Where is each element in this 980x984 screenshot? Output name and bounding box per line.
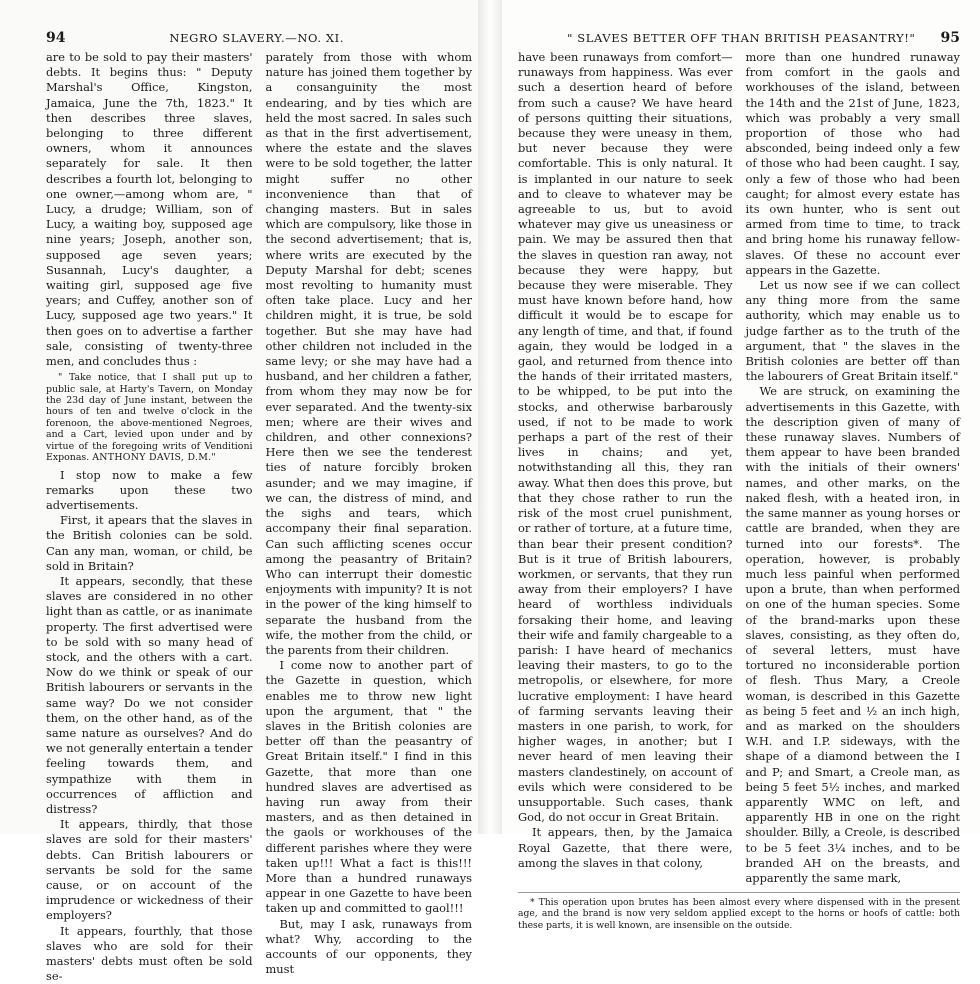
book-gutter [478,0,502,834]
left-column-2 [266,50,473,984]
right-running-head [518,30,960,46]
paragraph: are to be sold to pay their masters' debts. It begins thus: " Deputy Marshal's Office, Kingston, Jamaica, June the 7th, 1823." It then describes three slaves, belonging to three different owners, whom it announces separately for sale. It then describes a fourth lot, belonging to one owner,—among whom are, " Lucy, a drudge; William, son of Lucy, a waiting boy, supposed age nine years; Joseph, another son, supposed age seven years; Susannah, Lucy's daughter, a waiting girl, supposed age five years; and Cuffey, another son of Lucy, supposed age two years." It then goes on to advertise a farther sale, consisting of twenty-three men, and concludes thus : [46,50,253,369]
right-column-2 [746,50,961,886]
footnote: * This operation upon brutes has been almost every where dispensed with in the present age, and the brand is now very seldom applied except to the horns or hoofs of cattle: both these parts, it is well known, are insensible on the outside. [518,892,960,931]
right-column-1 [518,50,733,886]
paragraph: have been runaways from comfort—runaways from happiness. Was ever such a desertion heard of before from such a cause? We have heard of persons quitting their situations, because they were uneasy in them, but never because they were comfortable. This is only natural. It is implanted in our nature to seek and to cleave to whatever may be agreeable to us, but to avoid whatever may give us uneasiness or pain. We may be assured then that the slaves in question ran away, not because they were happy, but because they were miserable. They must have known before hand, how difficult it would be to escape for any length of time, and that, if found again, they would be lodged in a gaol, and returned from thence into the hands of their irritated masters, to be whipped, to be put into the stocks, and otherwise barbarously used, if not to be made to work perhaps a part of the rest of their lives in chains; and yet, notwithstanding all this, they ran away. What then does this prove, but that they chose rather to run the risk of the most cruel punishment, or rather of torture, at a future time, than bear their present condition? But is it true of British labourers, workmen, or servants, that they run away from their employers? I have heard of worthless individuals forsaking their home, and leaving their wife and family chargeable to a parish: I have heard of mechanics leaving their masters, to go to the metropolis, or elsewhere, for more lucrative employment: I have heard of farming servants leaving their masters in one parish, to work, for higher wages, in another; but I never heard of men leaving their masters clandestinely, on account of evils which were considered to be unsupportable. Such cases, thank God, do not occur in Great Britain. [518,50,733,825]
paragraph: more than one hundred runaway from comfort in the gaols and workhouses of the island, between the 14th and the 21st of June, 1823, which was probably a very small proportion of those who had absconded, being indeed only a few of those who had been caught. I say, only a few of those who had been caught; for almost every estate has its own hunter, who is sent out armed from time to time, to track and bring home his runaway fellow-slaves. Of these no account ever appears in the Gazette. [745,50,960,277]
page-number: 94 [46,30,66,46]
paragraph: It appears, secondly, that these slaves are considered in no other light than as cattle, or as inanimate property. The first advertised were to be sold with so many head of stock, and the others with a cart. Now do we think or speak of our British labourers or servants in the same way? Do we not consider them, on the other hand, as of the same nature as ourselves? And do we not generally entertain a tender feeling towards them, and sympathize with them in occurrences of affliction and distress? [46,573,253,816]
left-column-1 [46,50,253,984]
page-number: 95 [940,30,960,46]
paragraph: parately from those with whom nature has joined them together by a consanguinity the most endearing, and by ties which are held the most sacred. In sales such as that in the first advertisement, where the estate and the slaves were to be sold together, the latter might suffer no other inconvenience than that of changing masters. But in sales which are compulsory, like those in the second advertisement; that is, where writs are executed by the Deputy Marshal for debt; scenes most revolting to humanity must often take place. Lucy and her children might, it is true, be sold together. But she may have had other children not included in the same levy; or she may have had a husband, and her children a father, from whom they may now be for ever separated. And the twenty-six men; where are their wives and children, and other connexions? Here then we see the tenderest ties of nature forcibly broken asunder; and we may imagine, if we can, the distress of mind, and the sighs and tears, which accompany their final separation. Can such afflicting scenes occur among the peasantry of Britain? Who can interrupt their domestic enjoyments with impunity? It is not in the power of the king himself to separate the husband from the wife, the mother from the child, or the parents from their children. [265,50,472,657]
paragraph: I come now to another part of the Gazette in question, which enables me to throw new light upon the argument, that " the slaves in the British colonies are better off than the peasantry of Great Britain itself." I find in this Gazette, that more than one hundred slaves are advertised as having run away from their masters, and as then detained in the gaols or workhouses of the different parishes where they were taken up!!! What a fact is this!!! More than a hundred runaways appear in one Gazette to have been taken up and committed to gaol!!! [265,658,472,916]
right-page [502,0,980,931]
running-head-title: NEGRO SLAVERY.—NO. XI. [169,31,345,45]
paragraph: I stop now to make a few remarks upon these two advertisements. [46,467,253,512]
paragraph: But, may I ask, runaways from what? Why, according to the accounts of our opponents, they must [265,916,472,977]
paragraph: We are struck, on examining the advertisements in this Gazette, with the description given of many of these runaway slaves. Numbers of them appear to have been branded with the initials of their owners' names, and other marks, on the naked flesh, with a heated iron, in the same manner as young horses or cattle are branded, when they are turned into our forests*. The operation, however, is probably much less painful when performed upon a brute, than when performed on one of the human species. Some of the brand-marks upon these slaves, consisting, as they often do, of several letters, must have tortured no inconsiderable portion of flesh. Thus Mary, a Creole woman, is described in this Gazette as being 5 feet and ½ an inch high, and as marked on the shoulders W.H. and I.P. sideways, with the shape of a diamond between the I and P; and Smart, a Creole man, as being 5 feet 5½ inches, and marked apparently WMC on left, and apparently HB in one on the right shoulder. Billy, a Creole, is described to be 5 feet 3¼ inches, and to be branded AH on the breasts, and apparently the same mark, [745,384,960,885]
quote-signature: ANTHONY DAVIS, D.M." [92,452,217,464]
quote-text: " Take notice, that I shall put up to public sale, at Harty's Tavern, on Monday the 23d day of June instant, between the hours of ten and twelve o'clock in the forenoon, the above-mentioned Negroes, and a Cart, levied upon under and by virtue of the foregoing writs of Venditioni Exponas. [46,372,253,464]
left-page [0,0,478,984]
paragraph: Let us now see if we can collect any thing more from the same authority, which may enable us to judge farther as to the truth of the argument, that " the slaves in the British colonies are better off than the labourers of Great Britain itself." [745,278,960,384]
running-head-title: " SLAVES BETTER OFF THAN BRITISH PEASANTRY!" [567,31,916,45]
right-columns [518,50,960,886]
paragraph: It appears, fourthly, that those slaves who are sold for their masters' debts must often be sold se- [46,923,253,984]
paragraph: It appears, then, by the Jamaica Royal Gazette, that there were, among the slaves in that colony, [518,825,733,870]
paragraph: It appears, thirdly, that those slaves are sold for their masters' debts. Can British labourers or servants be sold for the same cause, or on account of the imprudence or wickedness of their employers? [46,817,253,923]
left-columns [46,50,472,984]
paragraph: First, it apears that the slaves in the British colonies can be sold. Can any man, woman, or child, be sold in Britain? [46,513,253,573]
left-running-head [46,30,472,46]
block-quote [46,372,253,463]
